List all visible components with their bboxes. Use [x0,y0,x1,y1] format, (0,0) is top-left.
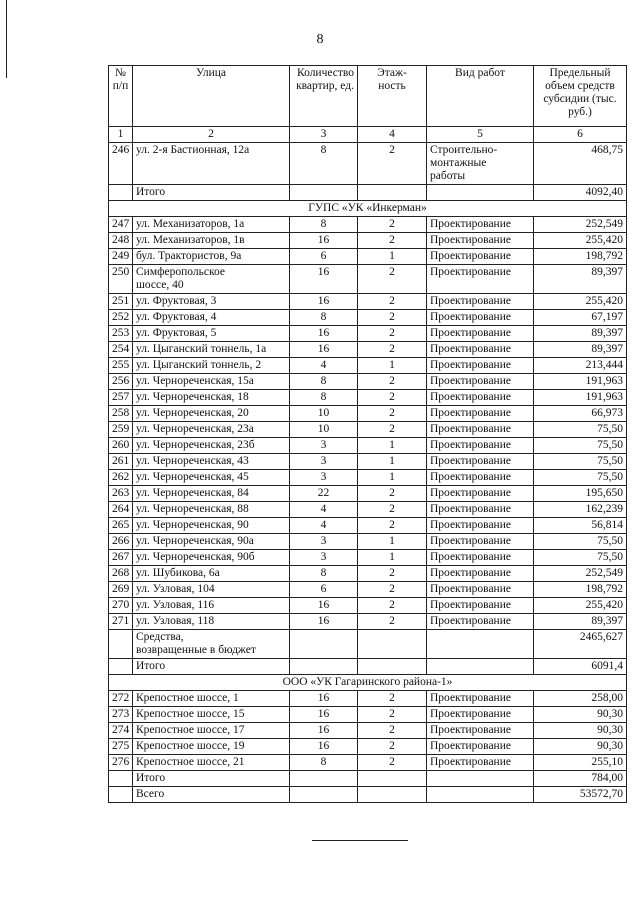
section-title: ООО «УК Гагаринского района-1» [109,675,627,691]
table-row [109,518,627,534]
table-row [109,582,627,598]
floors-cell: 2 [358,143,427,185]
column-number-row [109,127,627,143]
row-number: 269 [109,582,133,598]
street-cell: ул. Фруктовая, 3 [133,294,290,310]
flats-cell: 8 [290,217,358,233]
work-type-cell: Проектирование [427,342,534,358]
work-type-cell: Проектирование [427,358,534,374]
amount-cell: 191,963 [534,374,627,390]
flats-cell: 16 [290,614,358,630]
floors-cell: 2 [358,518,427,534]
amount-cell: 89,397 [534,614,627,630]
street-cell: ул. Чернореченская, 18 [133,390,290,406]
flats-cell: 3 [290,534,358,550]
street-cell: ул. Чернореченская, 43 [133,454,290,470]
work-type-cell: Проектирование [427,566,534,582]
row-number: 254 [109,342,133,358]
flats-cell: 4 [290,518,358,534]
amount-cell: 255,420 [534,294,627,310]
table-row [109,534,627,550]
floors-cell: 2 [358,502,427,518]
work-type-cell: Проектирование [427,265,534,294]
column-number: 1 [109,127,133,143]
flats-cell: 4 [290,358,358,374]
header-row [109,66,627,127]
flats-cell [290,630,358,659]
table-row [109,422,627,438]
table-row [109,326,627,342]
floors-cell [358,630,427,659]
work-type-cell: Проектирование [427,582,534,598]
street-cell: ул. Узловая, 104 [133,582,290,598]
work-type-cell [427,771,534,787]
street-cell: ул. Фруктовая, 5 [133,326,290,342]
flats-cell: 8 [290,566,358,582]
table-row [109,691,627,707]
street-cell: ул. Чернореченская, 90а [133,534,290,550]
flats-cell: 8 [290,143,358,185]
column-number: 4 [358,127,427,143]
work-type-cell: Проектирование [427,326,534,342]
total-amount: 53572,70 [534,787,627,803]
row-number: 251 [109,294,133,310]
street-cell: ул. Чернореченская, 15а [133,374,290,390]
work-type-cell: Проектирование [427,755,534,771]
column-number: 3 [290,127,358,143]
floors-cell: 2 [358,406,427,422]
amount-cell: 468,75 [534,143,627,185]
floors-cell: 2 [358,614,427,630]
flats-cell: 16 [290,233,358,249]
floors-cell: 2 [358,582,427,598]
street-cell: Крепостное шоссе, 21 [133,755,290,771]
street-cell: ул. Цыганский тоннель, 1а [133,342,290,358]
row-number: 248 [109,233,133,249]
work-type-cell: Проектирование [427,486,534,502]
total-amount: 2465,627 [534,630,627,659]
table-row [109,614,627,630]
work-type-cell: Строительно- монтажные работы [427,143,534,185]
street-cell: ул. Чернореченская, 23а [133,422,290,438]
work-type-cell [427,185,534,201]
row-number: 274 [109,723,133,739]
flats-cell [290,771,358,787]
work-type-cell: Проектирование [427,691,534,707]
row-number [109,630,133,659]
header-work-type: Вид работ [427,66,534,127]
street-cell: ул. 2-я Бастионная, 12а [133,143,290,185]
amount-cell: 89,397 [534,265,627,294]
amount-cell: 90,30 [534,723,627,739]
table-row [109,294,627,310]
table-row [109,566,627,582]
work-type-cell: Проектирование [427,739,534,755]
work-type-cell: Проектирование [427,310,534,326]
floors-cell [358,185,427,201]
work-type-cell: Проектирование [427,454,534,470]
flats-cell: 16 [290,723,358,739]
amount-cell: 75,50 [534,550,627,566]
total-row [109,771,627,787]
header-flats: Количество квартир, ед. [290,66,358,127]
floors-cell: 1 [358,470,427,486]
table-row [109,598,627,614]
flats-cell: 3 [290,550,358,566]
table-row [109,739,627,755]
floors-cell: 2 [358,310,427,326]
work-type-cell: Проектирование [427,390,534,406]
amount-cell: 75,50 [534,422,627,438]
table-row [109,358,627,374]
row-number: 261 [109,454,133,470]
row-number [109,659,133,675]
floors-cell: 2 [358,422,427,438]
floors-cell: 1 [358,550,427,566]
amount-cell: 198,792 [534,582,627,598]
row-number: 267 [109,550,133,566]
amount-cell: 213,444 [534,358,627,374]
floors-cell: 2 [358,390,427,406]
table-row [109,486,627,502]
amount-cell: 255,420 [534,598,627,614]
flats-cell: 16 [290,691,358,707]
floors-cell: 2 [358,233,427,249]
table-row [109,342,627,358]
table-row [109,502,627,518]
row-number: 268 [109,566,133,582]
flats-cell: 16 [290,326,358,342]
flats-cell: 6 [290,249,358,265]
amount-cell: 66,973 [534,406,627,422]
floors-cell [358,771,427,787]
amount-cell: 162,239 [534,502,627,518]
floors-cell: 1 [358,534,427,550]
row-number: 264 [109,502,133,518]
total-label: Итого [133,659,290,675]
column-number: 2 [133,127,290,143]
row-number: 249 [109,249,133,265]
floors-cell: 2 [358,374,427,390]
work-type-cell [427,659,534,675]
street-cell: ул. Узловая, 116 [133,598,290,614]
floors-cell: 2 [358,217,427,233]
flats-cell: 16 [290,294,358,310]
flats-cell: 16 [290,265,358,294]
work-type-cell: Проектирование [427,294,534,310]
work-type-cell: Проектирование [427,422,534,438]
table-row [109,265,627,294]
street-cell: ул. Чернореченская, 20 [133,406,290,422]
row-number: 270 [109,598,133,614]
amount-cell: 75,50 [534,438,627,454]
street-cell: Крепостное шоссе, 15 [133,707,290,723]
floors-cell: 2 [358,707,427,723]
total-label: Всего [133,787,290,803]
row-number: 272 [109,691,133,707]
street-cell: ул. Узловая, 118 [133,614,290,630]
floors-cell [358,659,427,675]
work-type-cell: Проектирование [427,438,534,454]
street-cell: ул. Механизаторов, 1в [133,233,290,249]
row-number: 255 [109,358,133,374]
street-cell: Симферопольское шоссе, 40 [133,265,290,294]
column-number: 5 [427,127,534,143]
section-header-row [109,201,627,217]
work-type-cell: Проектирование [427,217,534,233]
street-cell: ул. Чернореченская, 23б [133,438,290,454]
floors-cell: 1 [358,438,427,454]
total-row [109,630,627,659]
total-amount: 6091,4 [534,659,627,675]
amount-cell: 56,814 [534,518,627,534]
table-row [109,454,627,470]
total-row [109,787,627,803]
street-cell: ул. Чернореченская, 90б [133,550,290,566]
row-number [109,787,133,803]
amount-cell: 75,50 [534,454,627,470]
work-type-cell: Проектирование [427,614,534,630]
table-row [109,755,627,771]
row-number: 246 [109,143,133,185]
flats-cell: 22 [290,486,358,502]
amount-cell: 198,792 [534,249,627,265]
flats-cell: 4 [290,502,358,518]
floors-cell: 2 [358,723,427,739]
row-number [109,185,133,201]
floors-cell: 2 [358,294,427,310]
row-number: 252 [109,310,133,326]
table-row [109,217,627,233]
street-cell: бул. Трактористов, 9а [133,249,290,265]
flats-cell: 8 [290,310,358,326]
work-type-cell: Проектирование [427,534,534,550]
floors-cell: 1 [358,454,427,470]
flats-cell: 16 [290,598,358,614]
flats-cell: 10 [290,406,358,422]
floors-cell: 2 [358,598,427,614]
amount-cell: 75,50 [534,470,627,486]
footer-divider [312,840,408,841]
row-number: 253 [109,326,133,342]
floors-cell [358,787,427,803]
amount-cell: 67,197 [534,310,627,326]
table-row [109,249,627,265]
row-number: 266 [109,534,133,550]
subsidy-table [108,65,627,803]
row-number: 275 [109,739,133,755]
total-label: Итого [133,771,290,787]
street-cell: Крепостное шоссе, 17 [133,723,290,739]
street-cell: ул. Механизаторов, 1а [133,217,290,233]
table-row [109,233,627,249]
page-number: 8 [316,32,324,47]
flats-cell [290,659,358,675]
amount-cell: 195,650 [534,486,627,502]
amount-cell: 191,963 [534,390,627,406]
row-number [109,771,133,787]
amount-cell: 75,50 [534,534,627,550]
street-cell: ул. Фруктовая, 4 [133,310,290,326]
floors-cell: 1 [358,358,427,374]
row-number: 271 [109,614,133,630]
flats-cell [290,787,358,803]
row-number: 260 [109,438,133,454]
table-row [109,374,627,390]
row-number: 265 [109,518,133,534]
flats-cell: 3 [290,454,358,470]
floors-cell: 2 [358,486,427,502]
work-type-cell: Проектирование [427,723,534,739]
flats-cell: 16 [290,707,358,723]
row-number: 273 [109,707,133,723]
total-label: Средства, возвращенные в бюджет [133,630,290,659]
amount-cell: 90,30 [534,707,627,723]
row-number: 258 [109,406,133,422]
flats-cell: 8 [290,374,358,390]
column-number: 6 [534,127,627,143]
floors-cell: 2 [358,566,427,582]
section-header-row [109,675,627,691]
amount-cell: 89,397 [534,326,627,342]
street-cell: Крепостное шоссе, 1 [133,691,290,707]
work-type-cell: Проектирование [427,707,534,723]
total-amount: 4092,40 [534,185,627,201]
table-row [109,723,627,739]
row-number: 250 [109,265,133,294]
street-cell: ул. Цыганский тоннель, 2 [133,358,290,374]
floors-cell: 1 [358,249,427,265]
table-row [109,707,627,723]
street-cell: ул. Шубикова, 6а [133,566,290,582]
row-number: 257 [109,390,133,406]
header-floors: Этаж- ность [358,66,427,127]
table-row [109,143,627,185]
floors-cell: 2 [358,755,427,771]
street-cell: Крепостное шоссе, 19 [133,739,290,755]
work-type-cell: Проектирование [427,550,534,566]
work-type-cell [427,630,534,659]
work-type-cell: Проектирование [427,233,534,249]
flats-cell: 16 [290,342,358,358]
table-body [109,143,627,803]
floors-cell: 2 [358,342,427,358]
row-number: 276 [109,755,133,771]
flats-cell: 6 [290,582,358,598]
row-number: 259 [109,422,133,438]
total-row [109,185,627,201]
row-number: 262 [109,470,133,486]
work-type-cell: Проектирование [427,470,534,486]
flats-cell: 3 [290,470,358,486]
work-type-cell: Проектирование [427,374,534,390]
section-title: ГУПС «УК «Инкерман» [109,201,627,217]
amount-cell: 255,420 [534,233,627,249]
street-cell: ул. Чернореченская, 88 [133,502,290,518]
row-number: 247 [109,217,133,233]
table-row [109,470,627,486]
header-street: Улица [133,66,290,127]
amount-cell: 255,10 [534,755,627,771]
total-amount: 784,00 [534,771,627,787]
flats-cell: 10 [290,422,358,438]
header-number: № п/п [109,66,133,127]
work-type-cell: Проектирование [427,518,534,534]
header-subsidy-amount: Предельный объем средств субсидии (тыс. руб.) [534,66,627,127]
row-number: 256 [109,374,133,390]
table-row [109,406,627,422]
street-cell: ул. Чернореченская, 90 [133,518,290,534]
amount-cell: 258,00 [534,691,627,707]
row-number: 263 [109,486,133,502]
work-type-cell: Проектирование [427,502,534,518]
total-label: Итого [133,185,290,201]
flats-cell: 8 [290,755,358,771]
amount-cell: 89,397 [534,342,627,358]
table-row [109,438,627,454]
floors-cell: 2 [358,265,427,294]
table-row [109,390,627,406]
work-type-cell: Проектирование [427,249,534,265]
table-row [109,550,627,566]
flats-cell: 8 [290,390,358,406]
work-type-cell: Проектирование [427,598,534,614]
street-cell: ул. Чернореченская, 45 [133,470,290,486]
flats-cell [290,185,358,201]
flats-cell: 3 [290,438,358,454]
floors-cell: 2 [358,739,427,755]
amount-cell: 252,549 [534,566,627,582]
street-cell: ул. Чернореченская, 84 [133,486,290,502]
work-type-cell: Проектирование [427,406,534,422]
floors-cell: 2 [358,326,427,342]
flats-cell: 16 [290,739,358,755]
floors-cell: 2 [358,691,427,707]
total-row [109,659,627,675]
amount-cell: 252,549 [534,217,627,233]
amount-cell: 90,30 [534,739,627,755]
table-row [109,310,627,326]
work-type-cell [427,787,534,803]
